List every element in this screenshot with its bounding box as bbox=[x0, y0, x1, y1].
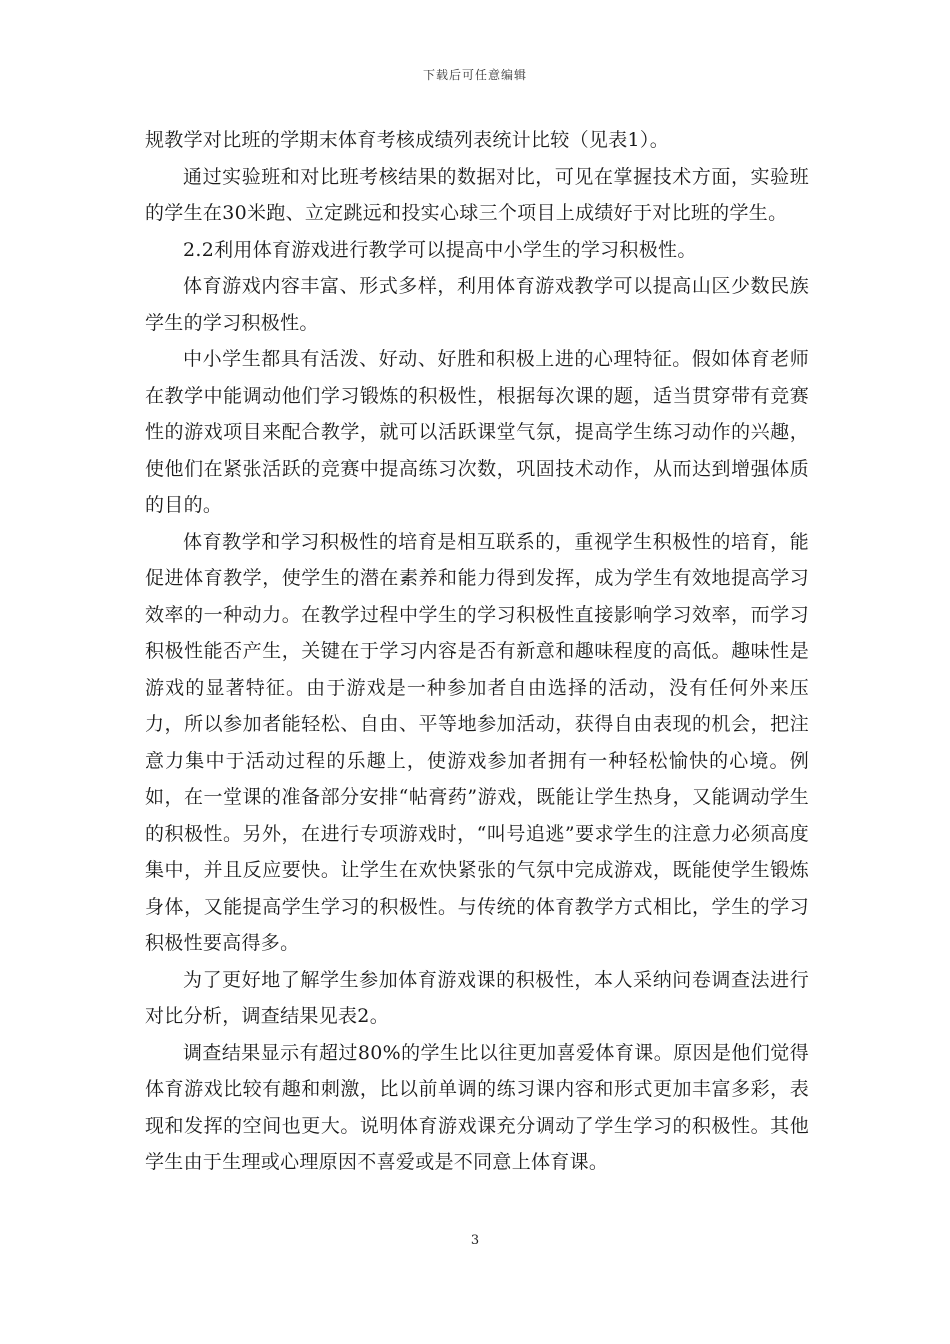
paragraph-survey-results: 调查结果显示有超过80%的学生比以往更加喜爱体育课。原因是他们觉得体育游戏比较有趣和刺激，比以前单调的练习课内容和形式更加丰富多彩，表现和发挥的空间也更大。说明体育游戏课充分调动了学生学习的积极性。其他学生由于生理或心理原因不喜爱或是不同意上体育课。 bbox=[145, 1041, 809, 1173]
paragraph-continuation: 规教学对比班的学期末体育考核成绩列表统计比较（见表1）。 bbox=[145, 129, 669, 151]
paragraph-survey-method: 为了更好地了解学生参加体育游戏课的积极性，本人采纳问卷调查法进行对比分析，调查结果见表2。 bbox=[145, 968, 809, 1027]
section-heading-2-2: 2.2利用体育游戏进行教学可以提高中小学生的学习积极性。 bbox=[183, 238, 697, 261]
paragraph-student-traits: 中小学生都具有活泼、好动、好胜和积极上进的心理特征。假如体育老师在教学中能调动他们学习锻炼的积极性，根据每次课的题，适当贯穿带有竞赛性的游戏项目来配合教学，就可以活跃课堂气氛，提高学生练习动作的兴趣，使他们在紧张活跃的竞赛中提高练习次数，巩固技术动作，从而达到增强体质的目的。 bbox=[145, 348, 809, 516]
document-body bbox=[145, 122, 809, 1181]
paragraph-teaching-motivation: 体育教学和学习积极性的培育是相互联系的，重视学生积极性的培育，能促进体育教学，使学生的潜在素养和能力得到发挥，成为学生有效地提高学习效率的一种动力。在教学过程中学生的学习积极性直接影响学习效率，而学习积极性能否产生，关键在于学习内容是否有新意和趣味程度的高低。趣味性是游戏的显著特征。由于游戏是一种参加者自由选择的活动，没有任何外来压力，所以参加者能轻松、自由、平等地参加活动，获得自由表现的机会，把注意力集中于活动过程的乐趣上，使游戏参加者拥有一种轻松愉快的心境。例如，在一堂课的准备部分安排“帖膏药”游戏，既能让学生热身，又能调动学生的积极性。另外，在进行专项游戏时，“叫号追逃”要求学生的注意力必须高度集中，并且反应要快。让学生在欢快紧张的气氛中完成游戏，既能使学生锻炼身体，又能提高学生学习的积极性。与传统的体育教学方式相比，学生的学习积极性要高得多。 bbox=[145, 530, 809, 954]
paragraph-game-content: 体育游戏内容丰富、形式多样，利用体育游戏教学可以提高山区少数民族学生的学习积极性。 bbox=[145, 275, 809, 334]
paragraph-data-comparison: 通过实验班和对比班考核结果的数据对比，可见在掌握技术方面，实验班的学生在30米跑、立定跳远和投实心球三个项目上成绩好于对比班的学生。 bbox=[145, 165, 809, 224]
page-number: 3 bbox=[470, 1233, 480, 1248]
page-header: 下载后可任意编辑 bbox=[422, 68, 527, 82]
